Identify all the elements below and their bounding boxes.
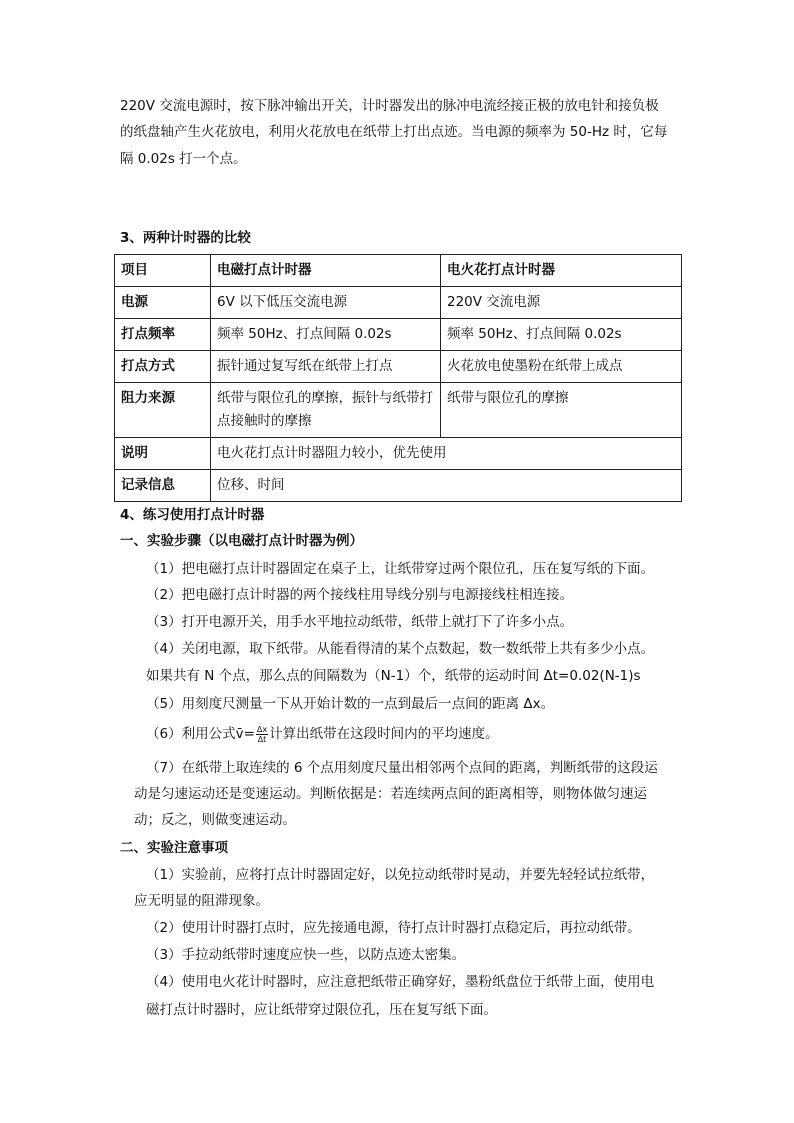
step-7-line-1: （7）在纸带上取连续的 6 个点用刻度尺量出相邻两个点间的距离，判断纸带的这段运 [146,760,658,776]
step-6-prefix: （6）利用公式 [146,726,236,742]
intro-line-1: 220V 交流电源时，按下脉冲输出开关，计时器发出的脉冲电流经接正极的放电针和接负极 [120,98,659,114]
table-cell: 振针通过复写纸在纸带上打点 [211,351,441,383]
row-label: 记录信息 [115,470,211,502]
notes-heading: 二、实验注意事项 [120,840,228,856]
note-3: （3）手拉动纸带时速度应快一些，以防点迹太密集。 [146,947,466,963]
step-6-suffix: 计算出纸带在这段时间内的平均速度。 [269,726,499,742]
row-label: 打点方式 [115,351,211,383]
table-row [115,319,682,351]
row-label: 打点频率 [115,319,211,351]
step-5: （5）用刻度尺测量一下从开始计数的一点到最后一点间的距离 Δx。 [146,696,555,712]
note-2: （2）使用计时器打点时，应先接通电源，待打点计时器打点稳定后，再拉动纸带。 [146,920,641,936]
table-header-row [115,255,682,287]
table-row [115,470,682,502]
step-1: （1）把电磁打点计时器固定在桌子上，让纸带穿过两个限位孔，压在复写纸的下面。 [146,561,655,577]
table-cell: 纸带与限位孔的摩擦 [441,383,682,438]
delta-x-over-delta-t-fraction [256,725,268,744]
fraction-numerator: Δx [256,724,268,734]
step-4-line-2: 如果共有 N 个点，那么点的间隔数为（N-1）个，纸带的运动时间 Δt=0.02(N-1)s [146,668,641,684]
table-cell: 频率 50Hz、打点间隔 0.02s [441,319,682,351]
note-1-line-2: 应无明显的阻滞现象。 [134,893,269,909]
table-cell: 火花放电使墨粉在纸带上成点 [441,351,682,383]
row-label: 阻力来源 [115,383,211,438]
table-row [115,438,682,470]
step-7-line-2: 动是匀速运动还是变速运动。判断依据是：若连续两点间的距离相等，则物体做匀速运 [134,786,647,802]
table-cell: 位移、时间 [211,470,682,502]
step-3: （3）打开电源开关，用手水平地拉动纸带，纸带上就打下了许多小点。 [146,614,574,630]
table-cell: 6V 以下低压交流电源 [211,287,441,319]
average-velocity-symbol: v̄= [235,726,255,742]
step-2: （2）把电磁打点计时器的两个接线柱用导线分别与电源接线柱相连接。 [146,587,574,603]
intro-line-3: 隔 0.02s 打一个点。 [120,151,247,167]
row-label: 电源 [115,287,211,319]
table-cell: 电火花打点计时器阻力较小，优先使用 [211,438,682,470]
table-cell: 纸带与限位孔的摩擦，振针与纸带打点接触时的摩擦 [211,383,441,438]
section-3-heading: 3、两种计时器的比较 [120,230,251,246]
table-header-cell: 电磁打点计时器 [211,255,441,287]
row-label: 说明 [115,438,211,470]
table-header-cell: 项目 [115,255,211,287]
table-header-cell: 电火花打点计时器 [441,255,682,287]
note-4-line-1: （4）使用电火花计时器时，应注意把纸带正确穿好，墨粉纸盘位于纸带上面，使用电 [146,974,655,990]
table-row [115,383,682,438]
table-cell: 220V 交流电源 [441,287,682,319]
step-4-line-1: （4）关闭电源，取下纸带。从能看得清的某个点数起，数一数纸带上共有多少小点。 [146,641,655,657]
steps-heading: 一、实验步骤（以电磁打点计时器为例） [120,533,363,549]
table-row [115,351,682,383]
table-row [115,287,682,319]
fraction-denominator: Δt [257,734,267,744]
note-1-line-1: （1）实验前，应将打点计时器固定好，以免拉动纸带时晃动，并要先轻轻试拉纸带， [146,867,655,883]
intro-line-2: 的纸盘轴产生火花放电，利用火花放电在纸带上打出点迹。当电源的频率为 50-Hz 时，它每 [120,124,668,140]
table-cell: 频率 50Hz、打点间隔 0.02s [211,319,441,351]
step-6 [146,724,499,744]
section-4-heading: 4、练习使用打点计时器 [120,507,265,523]
step-7-line-3: 动；反之，则做变速运动。 [134,812,296,828]
note-4-line-2: 磁打点计时器时，应让纸带穿过限位孔，压在复写纸下面。 [146,1002,497,1018]
comparison-table [114,254,682,502]
